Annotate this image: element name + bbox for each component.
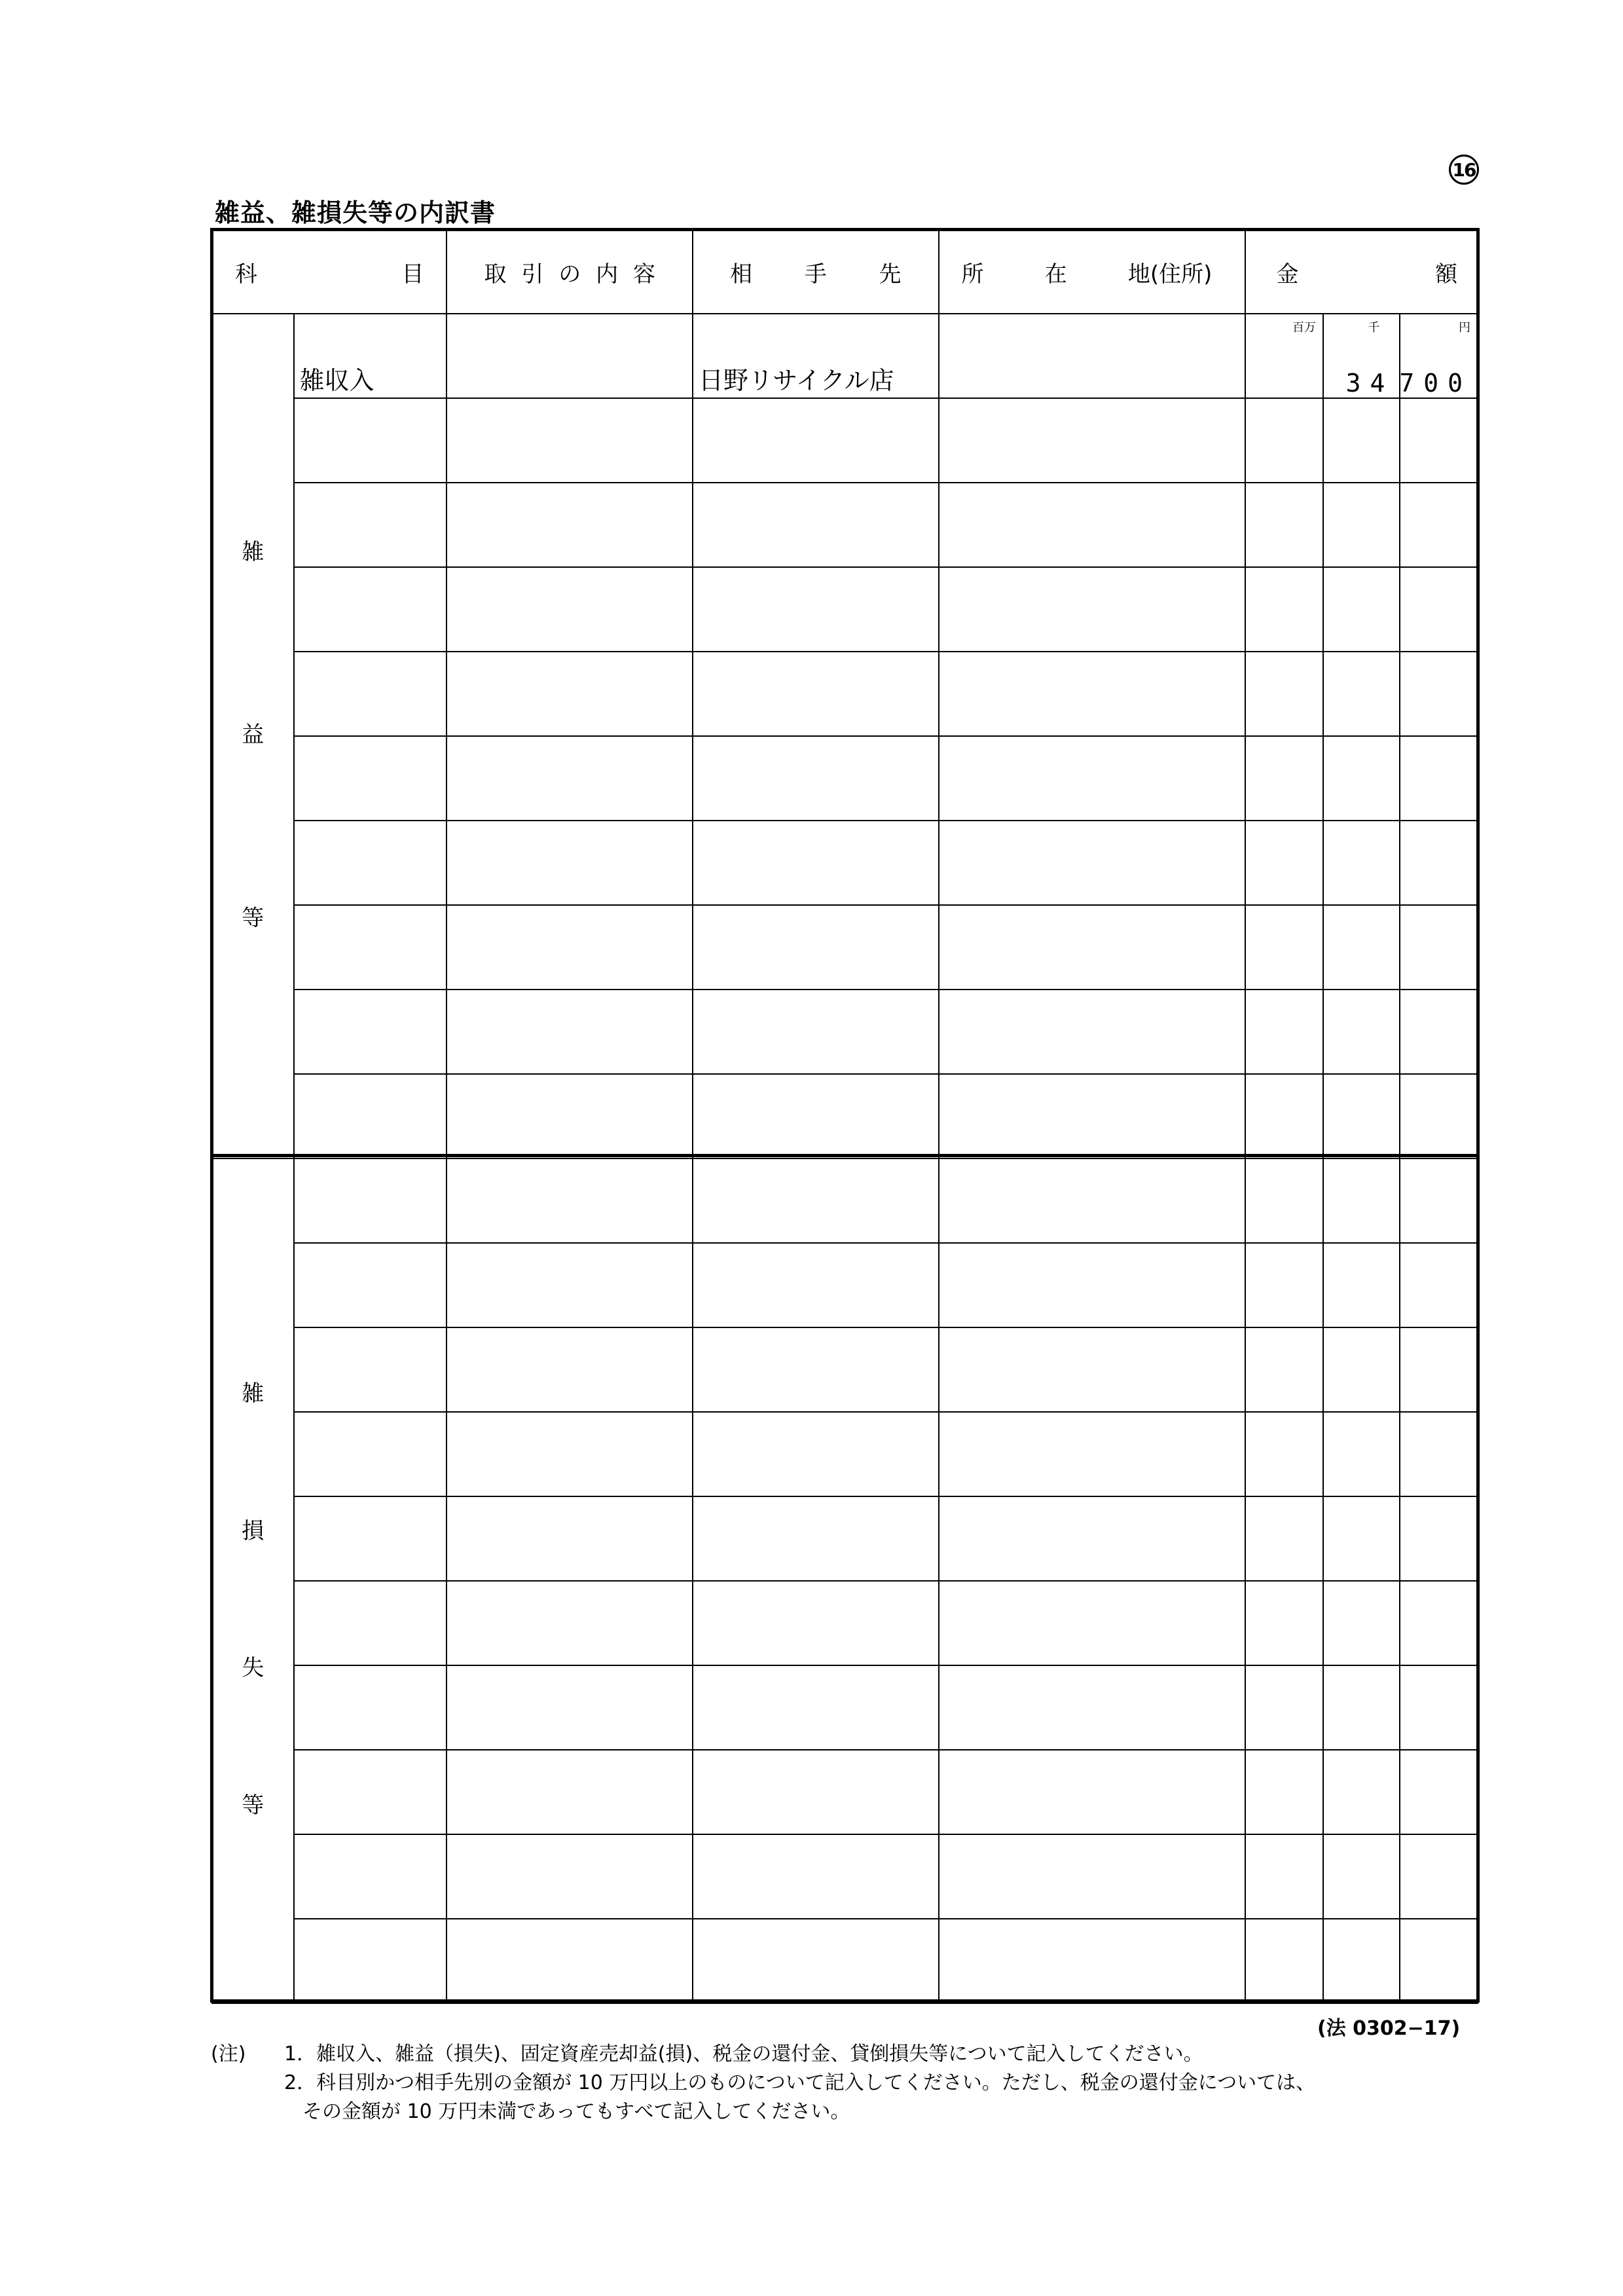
header-account xyxy=(212,230,447,314)
header-location xyxy=(939,230,1246,314)
amount-yen-cell[interactable] xyxy=(1400,905,1478,990)
amount-million-cell[interactable] xyxy=(1245,1496,1322,1581)
amount-yen-cell[interactable] xyxy=(1400,821,1478,905)
amount-thousand-cell[interactable] xyxy=(1323,1834,1400,1919)
header-transaction-char: の xyxy=(558,261,581,287)
transaction-cell[interactable] xyxy=(447,1665,693,1750)
amount-thousand-cell[interactable] xyxy=(1323,736,1400,821)
loss-label-char: 損 xyxy=(242,1517,264,1544)
counterparty-cell[interactable] xyxy=(693,736,939,821)
amount-million-cell[interactable] xyxy=(1245,1834,1322,1919)
amount-thousand-cell[interactable] xyxy=(1323,1412,1400,1496)
header-counterparty-char: 相 xyxy=(730,261,752,287)
header-amount xyxy=(1245,230,1478,314)
amount-yen-cell[interactable] xyxy=(1400,1496,1478,1581)
loss-label-stack xyxy=(213,1159,293,2003)
amount-thousand-cell[interactable] xyxy=(1323,1327,1400,1412)
account-cell[interactable] xyxy=(294,736,447,821)
counterparty-cell[interactable] xyxy=(693,1412,939,1496)
account-cell[interactable] xyxy=(294,821,447,905)
transaction-cell[interactable] xyxy=(447,314,693,398)
account-cell[interactable] xyxy=(294,1919,447,2003)
table-row xyxy=(212,736,1478,821)
account-cell[interactable] xyxy=(294,398,447,483)
header-transaction-char: 容 xyxy=(632,261,655,287)
income-label-char: 等 xyxy=(242,904,264,931)
location-cell[interactable] xyxy=(939,652,1246,736)
location-cell[interactable] xyxy=(939,1327,1246,1412)
counterparty-cell[interactable] xyxy=(693,1834,939,1919)
account-cell[interactable] xyxy=(294,1665,447,1750)
header-amount-char: 金 xyxy=(1276,261,1299,287)
amount-yen-cell[interactable] xyxy=(1400,398,1478,483)
amount-million-cell[interactable] xyxy=(1245,483,1322,567)
account-cell[interactable] xyxy=(294,567,447,652)
table-row xyxy=(212,1243,1478,1327)
amount-yen-cell[interactable] xyxy=(1400,1243,1478,1327)
amount-thousand-cell[interactable] xyxy=(1323,1665,1400,1750)
amount-thousand-cell[interactable] xyxy=(1323,1243,1400,1327)
counterparty-cell[interactable] xyxy=(693,1750,939,1834)
income-label-char: 雑 xyxy=(242,539,264,566)
header-location-char: 地(住所) xyxy=(1127,261,1213,287)
transaction-cell[interactable] xyxy=(447,821,693,905)
transaction-cell[interactable] xyxy=(447,398,693,483)
counterparty-cell[interactable] xyxy=(693,821,939,905)
table-row xyxy=(212,398,1478,483)
location-cell[interactable] xyxy=(939,1074,1246,1158)
account-cell[interactable] xyxy=(294,990,447,1074)
counterparty-cell[interactable] xyxy=(693,1158,939,1243)
location-cell[interactable] xyxy=(939,398,1246,483)
amount-thousand-cell[interactable] xyxy=(1323,821,1400,905)
location-cell[interactable] xyxy=(939,1750,1246,1834)
account-cell[interactable] xyxy=(294,1158,447,1243)
table-row xyxy=(212,1074,1478,1158)
transaction-cell[interactable] xyxy=(447,1496,693,1581)
location-cell[interactable] xyxy=(939,1158,1246,1243)
table-row xyxy=(212,1412,1478,1496)
table-row xyxy=(212,1327,1478,1412)
transaction-cell[interactable] xyxy=(447,567,693,652)
amount-yen-cell[interactable] xyxy=(1400,1412,1478,1496)
income-label-stack xyxy=(213,314,293,1158)
location-cell[interactable] xyxy=(939,990,1246,1074)
account-cell[interactable] xyxy=(294,905,447,990)
header-account-char: 科 xyxy=(235,261,257,287)
transaction-cell[interactable] xyxy=(447,1158,693,1243)
unit-thousand-label: 千 xyxy=(1368,321,1380,335)
amount-million-cell[interactable] xyxy=(1245,990,1322,1074)
amount-thousand-cell[interactable] xyxy=(1323,1750,1400,1834)
amount-thousand-cell[interactable] xyxy=(1323,990,1400,1074)
note-line-2: 2．科目別かつ相手先別の金額が 10 万円以上のものについて記入してください。ただし、税金の還付金については、 xyxy=(284,2071,1316,2094)
account-cell[interactable] xyxy=(294,314,447,398)
account-cell[interactable] xyxy=(294,652,447,736)
amount-yen-cell[interactable] xyxy=(1400,1834,1478,1919)
account-cell[interactable] xyxy=(294,1074,447,1158)
header-transaction-char: 内 xyxy=(596,261,619,287)
counterparty-cell[interactable] xyxy=(693,1581,939,1665)
header-amount-char: 額 xyxy=(1435,261,1457,287)
location-cell[interactable] xyxy=(939,314,1246,398)
form-title: 雑益、雑損失等の内訳書 xyxy=(215,198,496,227)
table-row xyxy=(212,821,1478,905)
amount-thousand-cell[interactable] xyxy=(1323,1919,1400,2003)
notes-prefix: (注) xyxy=(211,2043,246,2065)
amount-yen-cell[interactable] xyxy=(1400,652,1478,736)
counterparty-cell[interactable] xyxy=(693,1665,939,1750)
amount-yen-cell[interactable] xyxy=(1400,1074,1478,1158)
table-row xyxy=(212,1581,1478,1665)
amount-yen-cell[interactable] xyxy=(1400,1327,1478,1412)
loss-label-char: 等 xyxy=(242,1792,264,1819)
header-transaction xyxy=(447,230,693,314)
location-cell[interactable] xyxy=(939,567,1246,652)
transaction-cell[interactable] xyxy=(447,905,693,990)
transaction-cell[interactable] xyxy=(447,1243,693,1327)
transaction-cell[interactable] xyxy=(447,1919,693,2003)
location-cell[interactable] xyxy=(939,1665,1246,1750)
amount-thousand-cell[interactable] xyxy=(1323,652,1400,736)
income-label-char: 益 xyxy=(242,722,264,749)
account-cell[interactable] xyxy=(294,1412,447,1496)
table-row xyxy=(212,483,1478,567)
transaction-cell[interactable] xyxy=(447,990,693,1074)
table-row xyxy=(212,1750,1478,1834)
amount-yen-cell[interactable] xyxy=(1400,1919,1478,2003)
account-cell[interactable] xyxy=(294,1496,447,1581)
amount-thousand-cell[interactable] xyxy=(1323,1158,1400,1243)
header-row xyxy=(212,230,1478,314)
table-row xyxy=(212,567,1478,652)
amount-thousand-cell[interactable] xyxy=(1323,483,1400,567)
amount-million-cell[interactable] xyxy=(1245,1158,1322,1243)
table-row xyxy=(212,1496,1478,1581)
amount-yen-value: 700 xyxy=(1399,369,1472,398)
account-cell[interactable] xyxy=(294,1834,447,1919)
amount-yen-cell[interactable] xyxy=(1400,1665,1478,1750)
header-counterparty-char: 手 xyxy=(804,261,827,287)
location-cell[interactable] xyxy=(939,1834,1246,1919)
counterparty-cell[interactable] xyxy=(693,990,939,1074)
transaction-cell[interactable] xyxy=(447,1327,693,1412)
amount-yen-cell[interactable] xyxy=(1400,1581,1478,1665)
counterparty-cell[interactable] xyxy=(693,398,939,483)
location-cell[interactable] xyxy=(939,1496,1246,1581)
location-cell[interactable] xyxy=(939,1243,1246,1327)
amount-yen-cell[interactable] xyxy=(1400,567,1478,652)
amount-million-cell[interactable] xyxy=(1245,1412,1322,1496)
amount-million-cell[interactable] xyxy=(1245,1919,1322,2003)
header-counterparty xyxy=(693,230,939,314)
amount-million-cell[interactable] xyxy=(1245,905,1322,990)
income-section-label xyxy=(212,314,294,1158)
header-counterparty-char: 先 xyxy=(879,261,902,287)
table-row xyxy=(212,652,1478,736)
account-cell[interactable] xyxy=(294,483,447,567)
amount-million-cell[interactable] xyxy=(1245,1750,1322,1834)
account-cell-text: 雑収入 xyxy=(299,366,374,395)
amount-yen-cell[interactable] xyxy=(1400,736,1478,821)
amount-million-cell[interactable] xyxy=(1245,1581,1322,1665)
amount-yen-cell[interactable] xyxy=(1400,483,1478,567)
transaction-cell[interactable] xyxy=(447,483,693,567)
header-transaction-char: 引 xyxy=(521,261,544,287)
counterparty-cell[interactable] xyxy=(693,1919,939,2003)
counterparty-cell[interactable] xyxy=(693,483,939,567)
amount-thousand-cell[interactable] xyxy=(1323,567,1400,652)
amount-million-cell[interactable] xyxy=(1245,1665,1322,1750)
location-cell[interactable] xyxy=(939,1412,1246,1496)
page-number-badge xyxy=(1449,155,1479,185)
amount-million-cell[interactable] xyxy=(1245,1243,1322,1327)
counterparty-cell[interactable] xyxy=(693,1496,939,1581)
table-row xyxy=(212,1834,1478,1919)
note-line-1: 1．雑収入、雑益（損失)、固定資産売却益(損)、税金の還付金、貸倒損失等について記入してください。 xyxy=(284,2043,1203,2065)
amount-yen-cell[interactable] xyxy=(1400,990,1478,1074)
location-cell[interactable] xyxy=(939,821,1246,905)
amount-million-cell[interactable] xyxy=(1245,1327,1322,1412)
location-cell[interactable] xyxy=(939,483,1246,567)
transaction-cell[interactable] xyxy=(447,736,693,821)
header-location-char: 在 xyxy=(1044,261,1067,287)
amount-million-cell[interactable] xyxy=(1245,736,1322,821)
unit-yen-label: 円 xyxy=(1459,321,1470,335)
unit-million-label: 百万 xyxy=(1292,321,1316,335)
account-cell[interactable] xyxy=(294,1750,447,1834)
transaction-cell[interactable] xyxy=(447,1750,693,1834)
counterparty-cell-text: 日野リサイクル店 xyxy=(699,366,894,395)
amount-million-cell[interactable] xyxy=(1245,567,1322,652)
breakdown-table xyxy=(211,229,1478,2004)
amount-million-cell[interactable] xyxy=(1245,1074,1322,1158)
transaction-cell[interactable] xyxy=(447,1412,693,1496)
account-cell[interactable] xyxy=(294,1327,447,1412)
account-cell[interactable] xyxy=(294,1243,447,1327)
counterparty-cell[interactable] xyxy=(693,1327,939,1412)
transaction-cell[interactable] xyxy=(447,1074,693,1158)
header-account-char: 目 xyxy=(401,261,424,287)
table-row xyxy=(212,1665,1478,1750)
account-cell[interactable] xyxy=(294,1581,447,1665)
table-row xyxy=(212,1919,1478,2003)
table-row xyxy=(212,1158,1478,1243)
amount-million-cell[interactable] xyxy=(1245,652,1322,736)
amount-million-cell[interactable] xyxy=(1245,398,1322,483)
header-location-char: 所 xyxy=(961,261,984,287)
amount-thousand-cell[interactable] xyxy=(1323,1581,1400,1665)
transaction-cell[interactable] xyxy=(447,1581,693,1665)
location-cell[interactable] xyxy=(939,905,1246,990)
counterparty-cell[interactable] xyxy=(693,652,939,736)
table-row xyxy=(212,905,1478,990)
header-transaction-char: 取 xyxy=(484,261,507,287)
amount-thousand-cell[interactable] xyxy=(1323,314,1400,398)
amount-thousand-cell[interactable] xyxy=(1323,1496,1400,1581)
counterparty-cell[interactable] xyxy=(693,314,939,398)
amount-thousand-cell[interactable] xyxy=(1323,1074,1400,1158)
amount-yen-cell[interactable] xyxy=(1400,1750,1478,1834)
location-cell[interactable] xyxy=(939,1919,1246,2003)
amount-thousand-cell[interactable] xyxy=(1323,398,1400,483)
amount-thousand-value: 34 xyxy=(1345,369,1395,398)
amount-thousand-cell[interactable] xyxy=(1323,905,1400,990)
counterparty-cell[interactable] xyxy=(693,905,939,990)
form-code: (法 0302−17) xyxy=(1317,2017,1461,2040)
transaction-cell[interactable] xyxy=(447,652,693,736)
note-line-3: その金額が 10 万円未満であってもすべて記入してください。 xyxy=(302,2100,850,2123)
loss-section-label xyxy=(212,1158,294,2003)
amount-million-cell[interactable] xyxy=(1245,314,1322,398)
location-cell[interactable] xyxy=(939,1581,1246,1665)
amount-yen-cell[interactable] xyxy=(1400,1158,1478,1243)
page-number: 16 xyxy=(1452,158,1476,181)
table-row xyxy=(212,314,1478,398)
table-row xyxy=(212,990,1478,1074)
counterparty-cell[interactable] xyxy=(693,1243,939,1327)
amount-million-cell[interactable] xyxy=(1245,821,1322,905)
loss-label-char: 失 xyxy=(242,1655,264,1682)
loss-label-char: 雑 xyxy=(242,1380,264,1407)
amount-yen-cell[interactable] xyxy=(1400,314,1478,398)
counterparty-cell[interactable] xyxy=(693,567,939,652)
counterparty-cell[interactable] xyxy=(693,1074,939,1158)
transaction-cell[interactable] xyxy=(447,1834,693,1919)
location-cell[interactable] xyxy=(939,736,1246,821)
